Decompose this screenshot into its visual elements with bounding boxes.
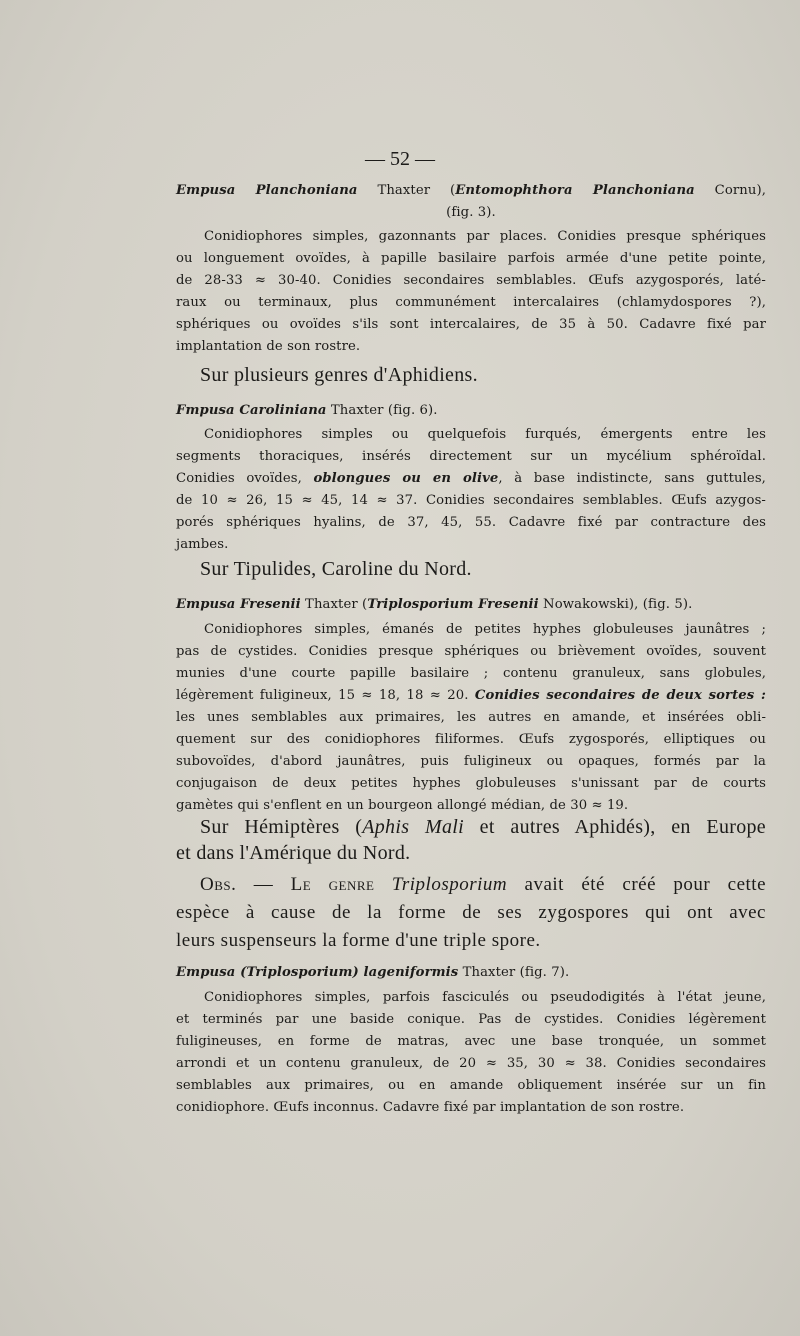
- body-line: jambes.: [176, 537, 229, 552]
- species-author: Thaxter (: [357, 183, 456, 198]
- synonym-author: Nowakowski), (fig. 5).: [538, 597, 693, 612]
- body-line: Conidiophores simples, émanés de petites hyphes globuleuses jaunâtres ;: [204, 622, 766, 637]
- species-synonym: Entomophthora Planchoniana: [455, 183, 695, 198]
- body-line: semblables aux primaires, ou en amande obliquement insérée sur un fin: [176, 1078, 766, 1093]
- observation-note: [200, 874, 766, 896]
- species-name: Empusa Planchoniana: [176, 183, 358, 198]
- habitat-heading: Sur plusieurs genres d'Aphidiens.: [200, 364, 478, 386]
- body-line: segments thoraciques, insérés directement sur un mycélium sphéroïdal.: [176, 449, 766, 464]
- species-author: Thaxter (fig. 6).: [326, 403, 438, 418]
- body-line: et terminés par une baside conique. Pas de cystides. Conidies légèrement: [176, 1012, 766, 1027]
- body-line: quement sur des conidiophores filiformes. Œufs zygosporés, elliptiques ou: [176, 732, 766, 747]
- species-heading: [176, 183, 766, 198]
- body-line: raux ou terminaux, plus communément intercalaires (chlamydospores ?),: [176, 295, 766, 310]
- species-heading: [176, 965, 766, 980]
- species-synonym: Triplosporium Fresenii: [367, 597, 539, 612]
- synonym-author: Cornu),: [694, 183, 767, 198]
- body-line: de 28-33 ≈ 30-40. Conidies secondaires semblables. Œufs azygosporés, laté-: [176, 273, 766, 288]
- habitat-heading-cont: et dans l'Amérique du Nord.: [176, 842, 411, 864]
- species-name: Empusa (: [176, 965, 247, 980]
- species-name: ) lageniformis: [352, 965, 459, 980]
- observation-note: leurs suspenseurs la forme d'une triple spore.: [176, 930, 541, 951]
- body-line: conjugaison de deux petites hyphes globuleuses s'unissant par de courts: [176, 776, 766, 791]
- species-name: Fmpusa Caroliniana: [176, 403, 327, 418]
- species-name: Empusa Fresenii: [176, 597, 301, 612]
- body-line: sphériques ou ovoïdes s'ils sont intercalaires, de 35 à 50. Cadavre fixé par: [176, 317, 766, 332]
- body-line: subovoïdes, d'abord jaunâtres, puis fuligineux ou opaques, formés par la: [176, 754, 766, 769]
- body-line: conidiophore. Œufs inconnus. Cadavre fixé par implantation de son rostre.: [176, 1100, 685, 1115]
- habitat-heading: [200, 816, 766, 839]
- body-line: de 10 ≈ 26, 15 ≈ 45, 14 ≈ 37. Conidies secondaires semblables. Œufs azygos-: [176, 493, 766, 508]
- body-line: Conidiophores simples ou quelquefois furqués, émergents entre les: [204, 427, 766, 442]
- species-author: Thaxter (fig. 7).: [458, 965, 570, 980]
- habitat-heading: Sur Tipulides, Caroline du Nord.: [200, 558, 472, 580]
- obs-text: avait été créé pour cette: [507, 874, 767, 895]
- body-text: , à base indistincte, sans guttules,: [498, 471, 766, 486]
- body-line: les unes semblables aux primaires, les autres en amande, et insérées obli-: [176, 710, 766, 725]
- habitat-text: Sur Hémiptères (: [200, 816, 363, 838]
- species-heading: [176, 403, 766, 418]
- species-author: Thaxter (: [300, 597, 368, 612]
- species-name: Triplosporium: [246, 965, 353, 980]
- habitat-text: et autres Aphidés), en Europe: [463, 816, 766, 838]
- body-line: Conidiophores simples, parfois fasciculés ou pseudodigités à l'état jeune,: [204, 990, 766, 1005]
- body-line: fuligineuses, en forme de matras, avec une base tronquée, un sommet: [176, 1034, 766, 1049]
- body-line: implantation de son rostre.: [176, 339, 361, 354]
- body-line: Conidiophores simples, gazonnants par places. Conidies presque sphériques: [204, 229, 766, 244]
- page-number: — 52 —: [365, 148, 435, 170]
- body-italic: Conidies secondaires de deux sortes :: [474, 688, 766, 703]
- body-line: arrondi et un contenu granuleux, de 20 ≈ 35, 30 ≈ 38. Conidies secondaires: [176, 1056, 766, 1071]
- body-line: pas de cystides. Conidies presque sphériques ou brièvement ovoïdes, souvent: [176, 644, 766, 659]
- body-line: ou longuement ovoïdes, à papille basilaire parfois armée d'une petite pointe,: [176, 251, 766, 266]
- obs-italic: Triplosporium: [391, 874, 508, 895]
- body-text: Conidies ovoïdes,: [176, 471, 314, 486]
- figure-reference: (fig. 3).: [446, 205, 496, 220]
- observation-note: espèce à cause de la forme de ses zygospores qui ont avec: [176, 902, 766, 923]
- habitat-italic: Aphis Mali: [362, 816, 464, 838]
- body-line: porés sphériques hyalins, de 37, 45, 55. Cadavre fixé par contracture des: [176, 515, 766, 530]
- body-line: [176, 688, 766, 703]
- species-heading: [176, 597, 766, 612]
- obs-text: Obs. — Le genre: [200, 874, 392, 895]
- body-line: [176, 471, 766, 486]
- body-italic: oblongues ou en olive: [313, 471, 499, 486]
- body-line: gamètes qui s'enflent en un bourgeon allongé médian, de 30 ≈ 19.: [176, 798, 629, 813]
- body-text: légèrement fuligineux, 15 ≈ 18, 18 ≈ 20.: [176, 688, 475, 703]
- body-line: munies d'une courte papille basilaire ; contenu granuleux, sans globules,: [176, 666, 766, 681]
